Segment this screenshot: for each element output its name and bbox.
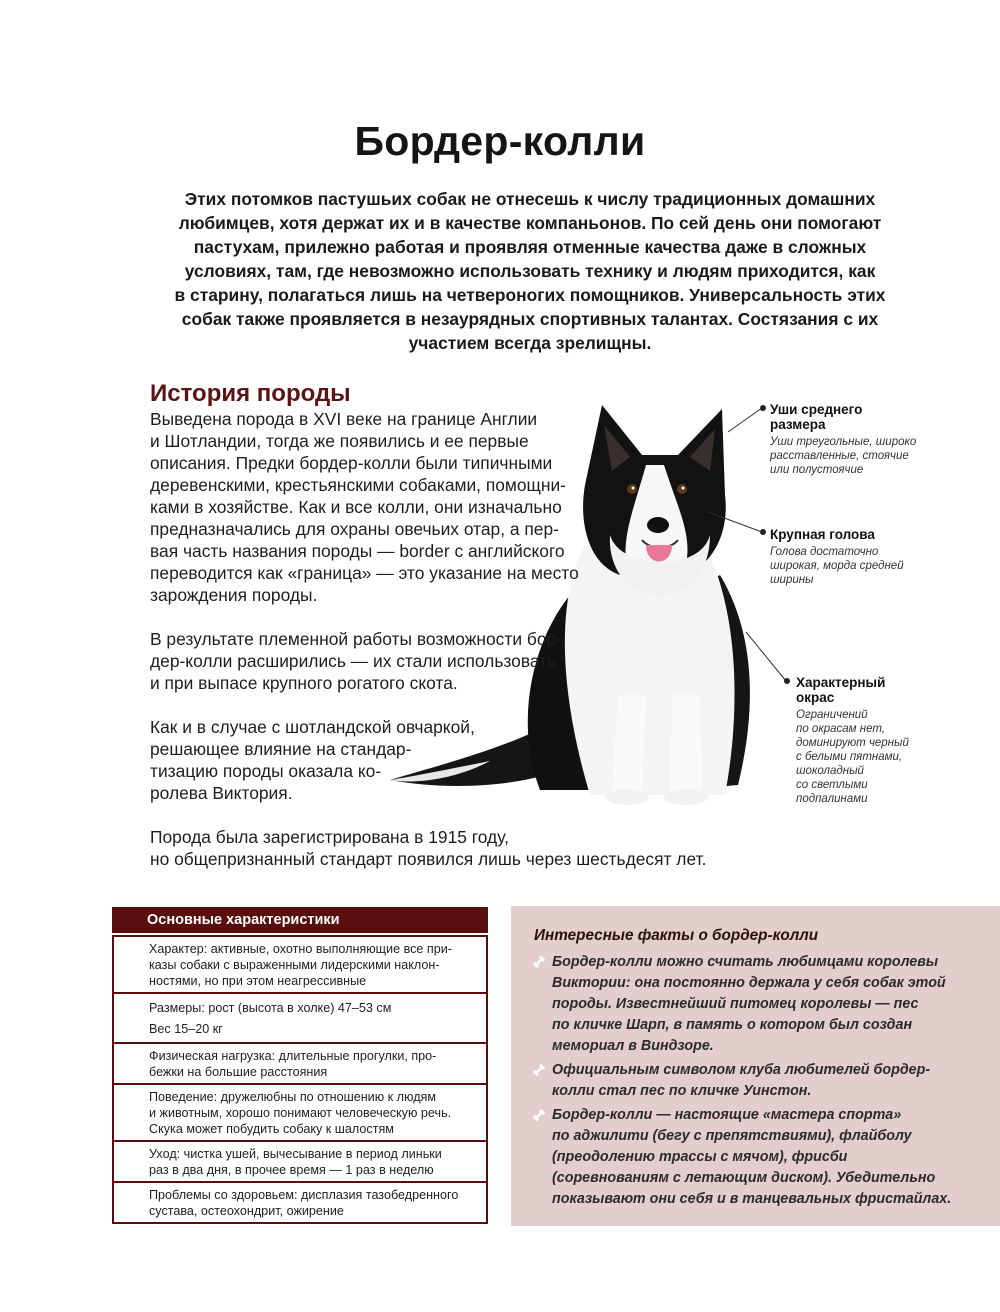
text-line: предназначались для охраны овечьих отар, а пер- (150, 519, 559, 539)
fact-line: показывают они себя и в танцевальных фристайлах. (552, 1191, 952, 1207)
text-line: деревенскими, крестьянскими собаками, помощни- (150, 475, 566, 495)
char-row-size (114, 992, 486, 1042)
text-line: описания. Предки бордер-колли были типичными (150, 453, 553, 473)
callout-text-line: со светлыми (796, 779, 868, 791)
char-text-line: и животным, хорошо понимают человеческую речь. (149, 1106, 452, 1120)
char-text-line: Поведение: дружелюбны по отношению к людям (149, 1090, 437, 1104)
callout-title-line: Уши среднего (770, 402, 863, 417)
char-size-weight: Вес 15–20 кг (149, 1022, 223, 1036)
fact-line: Бордер-колли можно считать любимцами королевы (552, 954, 939, 970)
intro-line: Этих потомков пастушьих собак не отнесешь к числу традиционных домашних (184, 189, 876, 209)
char-row-care (114, 1140, 486, 1181)
callout-title-line: Характерный (796, 675, 886, 690)
callout-text-line: шоколадный (796, 765, 864, 777)
intro-line: в старину, полагаться лишь на четвероногих помощников. Универсальность этих (174, 285, 886, 305)
fact-line: (преодолению трассы с мячом), фрисби (552, 1149, 848, 1165)
char-size-height: Размеры: рост (высота в холке) 47–53 см (149, 1001, 392, 1015)
callout-text-line: подпалинами (796, 793, 868, 805)
char-text-line: Физическая нагрузка: длительные прогулки, про- (149, 1049, 437, 1063)
text-line: Порода была зарегистрирована в 1915 году, (150, 827, 509, 847)
history-paragraph-3 (150, 716, 475, 804)
text-line: и Шотландии, тогда же появились и ее первые (150, 431, 529, 451)
char-text-line: сустава, остеохондрит, ожирение (149, 1204, 344, 1218)
text-line: вая часть названия породы — border с английского (150, 541, 565, 561)
text-line: Выведена порода в XVI веке на границе Англии (150, 409, 538, 429)
callout-text (796, 708, 909, 806)
callout-title (796, 675, 909, 705)
text-line: решающее влияние на стандар- (150, 739, 412, 759)
intro-paragraph (120, 187, 940, 355)
fact-item (530, 952, 990, 1057)
callout-text-line: расставленные, стоячие (770, 450, 909, 462)
fact-line: (соревнованиям с летающим диском). Убедительно (552, 1170, 936, 1186)
callout-text-line: или полустоячие (770, 464, 864, 476)
callout-title (770, 402, 916, 432)
callout-title (770, 527, 904, 542)
callout-title-line: окрас (796, 690, 835, 705)
fact-line: Виктории: она постоянно держала у себя собак этой (552, 975, 946, 991)
fact-line: Бордер-колли — настоящие «мастера спорта» (552, 1107, 902, 1123)
callout-title-line: Крупная голова (770, 527, 875, 542)
char-row-behavior (114, 1083, 486, 1140)
callout-head (770, 527, 904, 587)
intro-line: пастухам, прилежно работая и проявляя отменные качества даже в сложных (193, 237, 867, 257)
callout-text-line: Ограничений (796, 709, 868, 721)
text-line: и при выпасе крупного рогатого скота. (150, 673, 458, 693)
fact-item (530, 1060, 990, 1102)
page-title: Бордер-колли (354, 118, 646, 164)
callout-text-line: доминируют черный (796, 737, 909, 749)
intro-line: любимцев, хотя держат их и в качестве компаньонов. По сей день они помогают (178, 213, 882, 233)
fact-line: колли стал пес по кличке Уинстон. (552, 1083, 812, 1099)
fact-line: Официальным символом клуба любителей бордер- (552, 1062, 931, 1078)
history-paragraph-1 (150, 408, 579, 606)
fact-line: породы. Известнейший питомец королевы — пес (552, 996, 919, 1012)
callout-text-line: по окрасам нет, (796, 723, 886, 735)
callout-text-line: Уши треугольные, широко (770, 436, 917, 448)
history-paragraph-4 (150, 826, 706, 870)
intro-line: участием всегда зрелищны. (408, 333, 652, 353)
text-line: тизацию породы оказала ко- (150, 761, 382, 781)
text-line: дер-колли расширились — их стали использовать (150, 651, 557, 671)
characteristics-table (112, 935, 488, 1224)
char-text-line: ностями, но при этом неагрессивные (149, 974, 367, 988)
callout-text-line: ширины (770, 574, 814, 586)
char-text-line: Проблемы со здоровьем: дисплазия тазобедренного (149, 1188, 459, 1202)
bone-bullet-icon (532, 1063, 546, 1077)
intro-line: собак также проявляется в незаурядных спортивных талантах. Состязания с их (181, 309, 879, 329)
text-line: но общепризнанный стандарт появился лишь через шестьдесят лет. (150, 849, 707, 869)
callout-text (770, 435, 916, 477)
coat-leader-dot (784, 678, 790, 684)
callout-title-line: размера (770, 417, 826, 432)
callout-ears (770, 402, 916, 477)
char-row-health (114, 1181, 486, 1222)
char-text-line: раз в два дня, в прочее время — 1 раз в неделю (149, 1163, 434, 1177)
char-text-line: Уход: чистка ушей, вычесывание в период линьки (149, 1147, 442, 1161)
char-row-exercise (114, 1042, 486, 1083)
text-line: зарождения породы. (150, 585, 318, 605)
text-line: В результате племенной работы возможности бор- (150, 629, 562, 649)
char-row-character (114, 935, 486, 992)
fact-line: по аджилити (бегу с препятствиями), флайболу (552, 1128, 912, 1144)
history-paragraph-2 (150, 628, 562, 694)
text-line: Как и в случае с шотландской овчаркой, (150, 717, 475, 737)
bone-bullet-icon (532, 955, 546, 969)
fact-line: мемориал в Виндзоре. (552, 1038, 714, 1054)
callout-text-line: Голова достаточно (770, 546, 879, 558)
fact-line: по кличке Шарп, в память о котором был создан (552, 1017, 913, 1033)
fact-item (530, 1105, 990, 1210)
characteristics-header: Основные характеристики (112, 907, 488, 933)
bone-bullet-icon (532, 1108, 546, 1122)
char-text-line: Характер: активные, охотно выполняющие все при- (149, 942, 452, 956)
callout-text-line: с белыми пятнами, (796, 751, 903, 763)
facts-title: Интересные факты о бордер-колли (534, 927, 819, 944)
char-text-line: Скука может побудить собаку к шалостям (149, 1122, 394, 1136)
callout-text (770, 545, 904, 587)
char-text-line: казы собаки с выраженными лидерскими наклон- (149, 958, 440, 972)
text-line: ками в хозяйстве. Как и все колли, они изначально (150, 497, 562, 517)
history-title: История породы (150, 380, 351, 407)
text-line: переводится как «граница» — это указание на место (150, 563, 579, 583)
intro-line: условиях, там, где невозможно использовать технику и людям приходится, как (184, 261, 876, 281)
callout-text-line: широкая, морда средней (770, 560, 904, 572)
callout-coat (796, 675, 909, 806)
char-text-line: бежки на большие расстояния (149, 1065, 328, 1079)
text-line: ролева Виктория. (150, 783, 293, 803)
